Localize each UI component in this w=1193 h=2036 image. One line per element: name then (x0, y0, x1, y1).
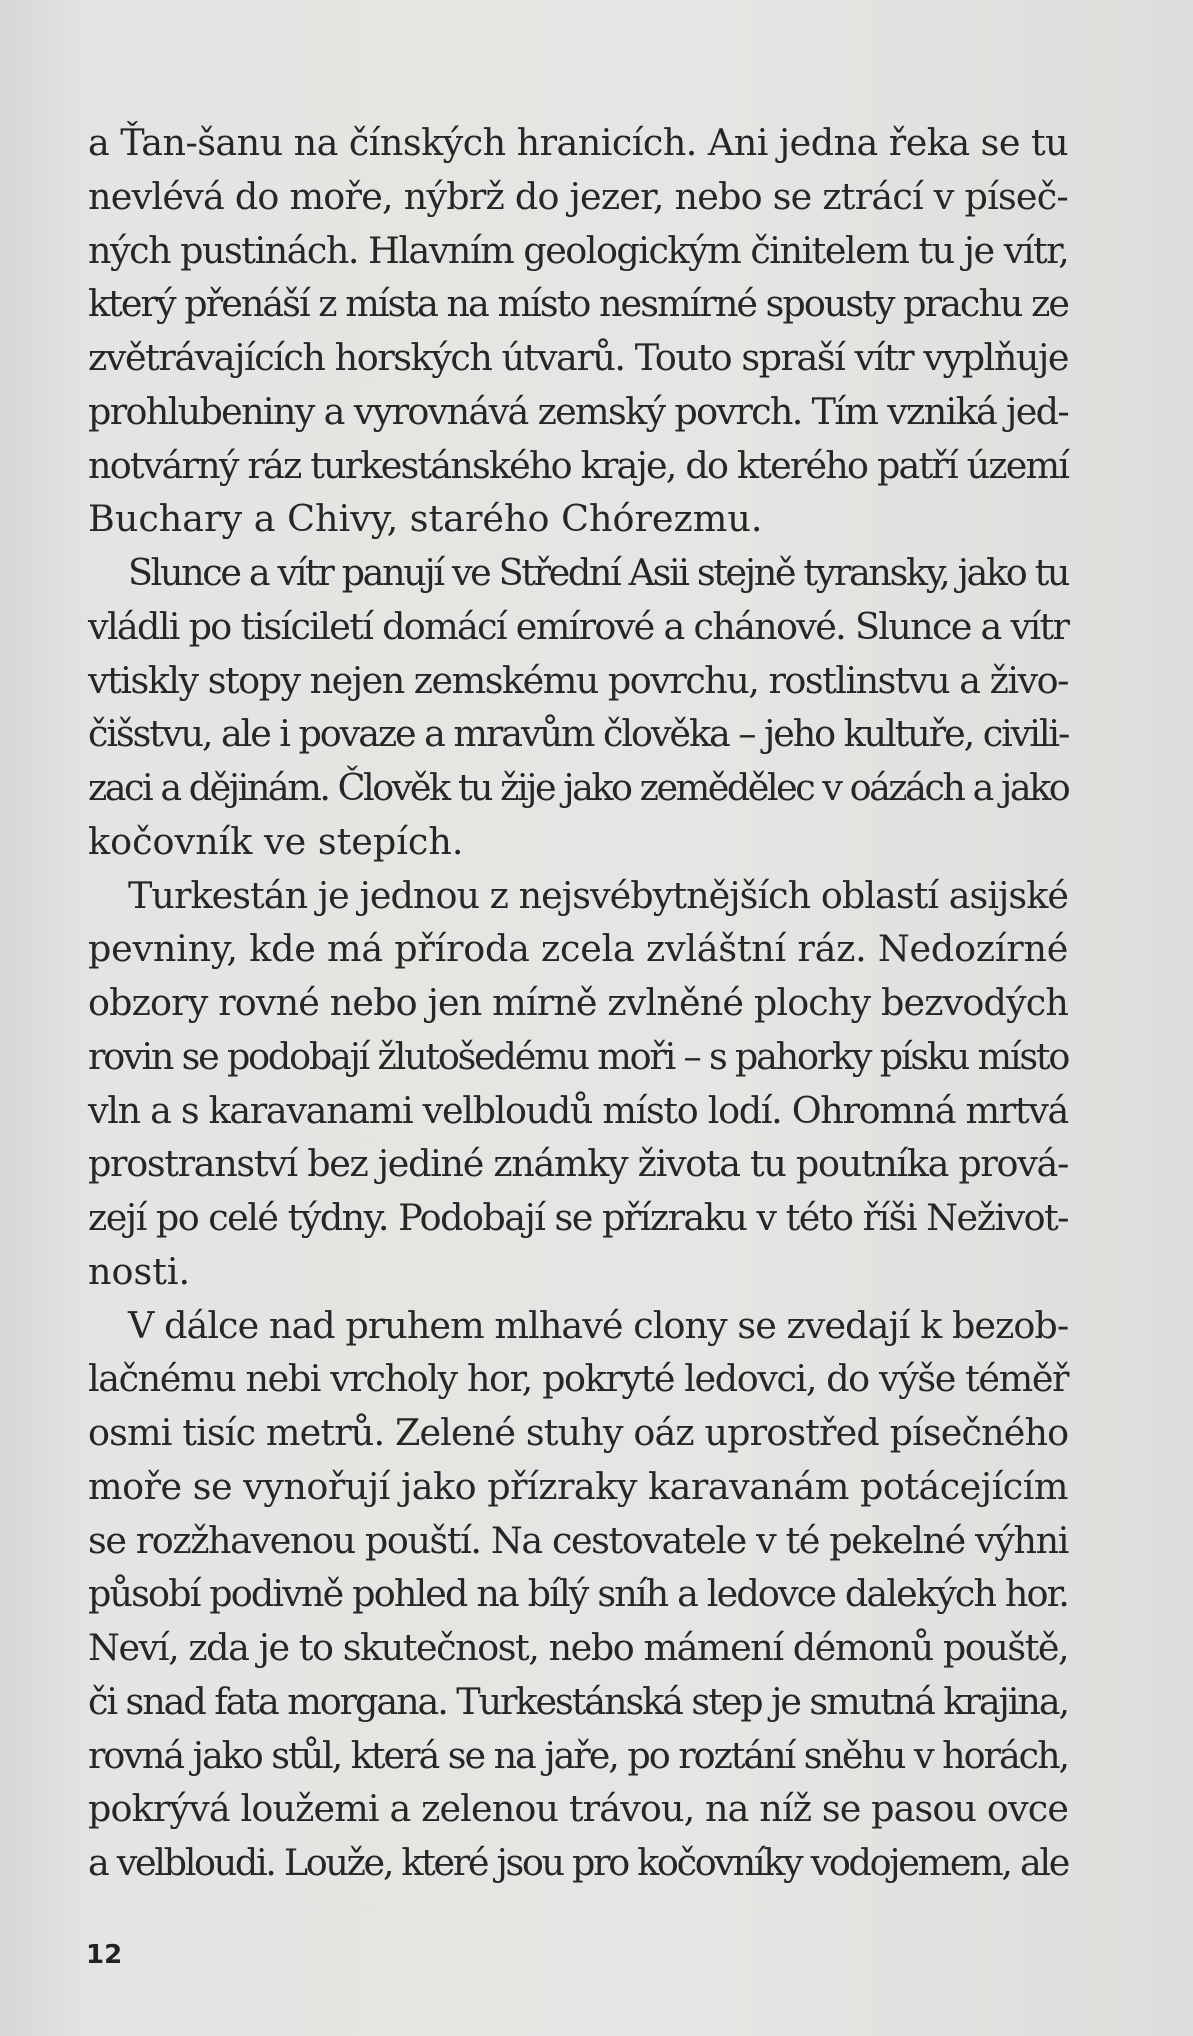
text-line: vtiskly stopy nejen zemskému povrchu, rostlinstvu a živo- (88, 658, 1068, 702)
text-line: který přenáší z místa na místo nesmírné spousty prachu ze (88, 282, 1068, 326)
text-line: nosti. (88, 1249, 191, 1293)
text-line: rovin se podobají žlutošedému moři – s pahorky písku místo (88, 1034, 1069, 1078)
text-line: a velbloudi. Louže, které jsou pro kočovníky vodojemem, ale (88, 1841, 1069, 1884)
text-line: či snad fata morgana. Turkestánská step je smutná krajina, (88, 1679, 1069, 1723)
body-text (88, 116, 1068, 1890)
text-line: osmi tisíc metrů. Zelené stuhy oáz uprostřed písečného (88, 1411, 1069, 1454)
text-line: pevniny, kde má příroda zcela zvláštní ráz. Nedozírné (88, 927, 1069, 971)
text-line: zejí po celé týdny. Podobají se přízraku v této říši Neživot- (88, 1196, 1068, 1239)
paragraph (88, 546, 1068, 869)
text-line: notvárný ráz turkestánského kraje, do kterého patří území (88, 443, 1069, 487)
text-line: ných pustinách. Hlavním geologickým činitelem tu je vítr, (88, 228, 1069, 272)
text-line: Turkestán je jednou z nejsvébytnějších oblastí asijské (128, 873, 1069, 917)
text-line: prohlubeniny a vyrovnává zemský povrch. Tím vzniká jed- (88, 389, 1068, 433)
text-line: moře se vynořují jako přízraky karavanám potácejícím (88, 1464, 1068, 1508)
text-line: obzory rovné nebo jen mírně zvlněné plochy bezvodých (88, 981, 1069, 1024)
text-line: zaci a dějinám. Člověk tu žije jako zemědělec v oázách a jako (88, 766, 1069, 809)
text-line: Buchary a Chivy, starého Chórezmu. (88, 497, 763, 541)
text-line: působí podivně pohled na bílý sníh a ledovce dalekých hor. (88, 1572, 1069, 1616)
text-line: zvětrávajících horských útvarů. Touto spraší vítr vyplňuje (88, 336, 1068, 379)
text-line: a Ťan-šanu na čínských hranicích. Ani jedna řeka se tu (88, 121, 1069, 164)
text-line: se rozžhavenou pouští. Na cestovatele v té pekelné výhni (88, 1518, 1068, 1562)
text-line: Neví, zda je to skutečnost, nebo mámení démonů pouště, (88, 1626, 1069, 1669)
text-line: kočovník ve stepích. (88, 819, 464, 863)
paragraph (88, 1299, 1068, 1890)
text-line: rovná jako stůl, která se na jaře, po roztání sněhu v horách, (88, 1733, 1069, 1777)
text-line: vládli po tisíciletí domácí emírové a chánové. Slunce a vítr (88, 604, 1069, 648)
text-line: nevlévá do moře, nýbrž do jezer, nebo se ztrácí v píseč- (88, 174, 1068, 218)
text-line: vln a s karavanami velbloudů místo lodí. Ohromná mrtvá (88, 1088, 1068, 1132)
text-line: V dálce nad pruhem mlhavé clony se zvedají k bezob- (128, 1303, 1069, 1347)
paragraph (88, 116, 1068, 546)
paragraph (88, 869, 1068, 1299)
text-line: prostranství bez jediné známky života tu poutníka prová- (88, 1142, 1068, 1186)
text-line: pokrývá loužemi a zelenou trávou, na níž se pasou ovce (88, 1787, 1069, 1831)
text-line: Slunce a vítr panují ve Střední Asii stejně tyransky, jako tu (128, 551, 1069, 594)
text-line: lačnému nebi vrcholy hor, pokryté ledovci, do výše téměř (88, 1357, 1069, 1401)
text-line: čišstvu, ale i povaze a mravům člověka – jeho kultuře, civili- (88, 712, 1069, 756)
page-number: 12 (86, 1940, 123, 1970)
